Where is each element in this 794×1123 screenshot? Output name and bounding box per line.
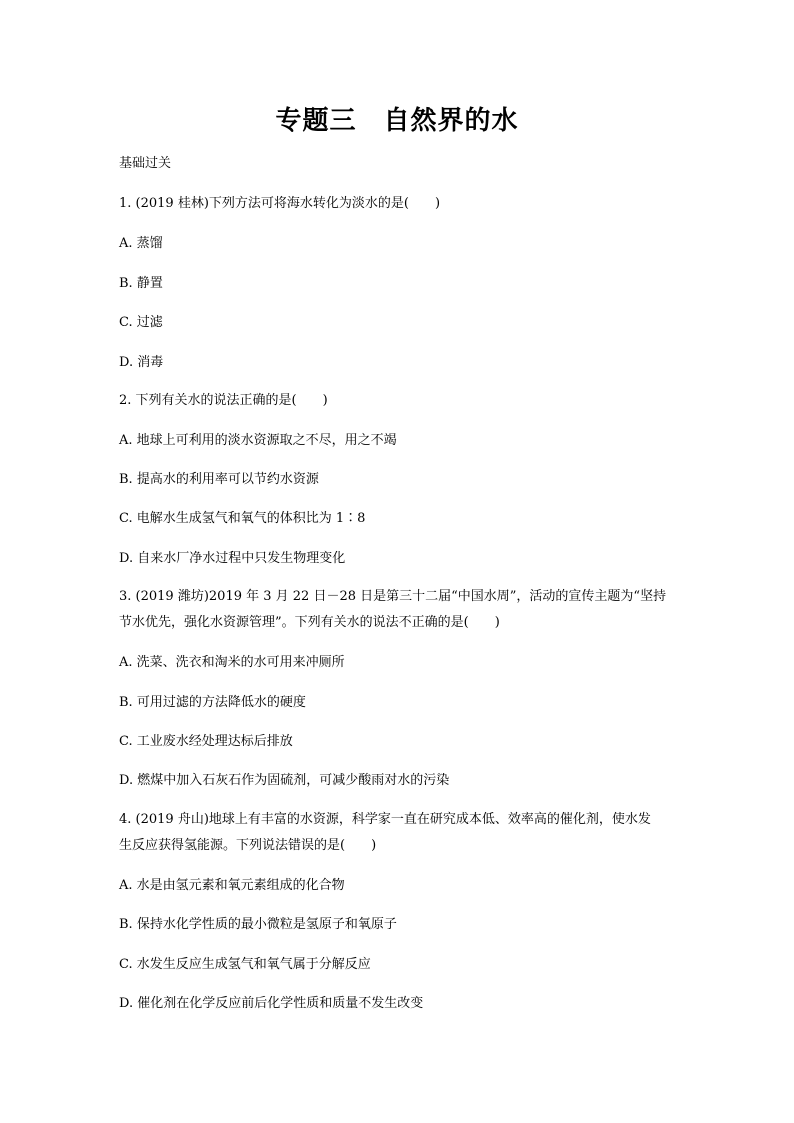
question-2-option-d: D. 自来水厂净水过程中只发生物理变化 [119, 551, 346, 566]
question-4-option-b: B. 保持水化学性质的最小微粒是氢原子和氧原子 [119, 917, 397, 932]
question-4-stem-line-1: 4. (2019 舟山)地球上有丰富的水资源，科学家一直在研究成本低、效率高的催化剂，使水发 [119, 812, 651, 827]
question-4-option-c: C. 水发生反应生成氢气和氧气属于分解反应 [119, 957, 371, 972]
question-1-stem: 1. (2019 桂林)下列方法可将海水转化为淡水的是( ) [119, 196, 441, 211]
question-1-option-a: A. 蒸馏 [119, 236, 163, 251]
question-3-option-b: B. 可用过滤的方法降低水的硬度 [119, 695, 306, 710]
question-2-option-c: C. 电解水生成氢气和氧气的体积比为 1∶8 [119, 511, 366, 526]
question-2-option-a: A. 地球上可利用的淡水资源取之不尽，用之不竭 [119, 433, 397, 448]
question-1-option-c: C. 过滤 [119, 315, 163, 330]
question-3-option-c: C. 工业废水经处理达标后排放 [119, 734, 293, 749]
question-1-option-b: B. 静置 [119, 276, 163, 291]
section-heading: 基础过关 [119, 156, 172, 171]
question-3-option-a: A. 洗菜、洗衣和淘米的水可用来冲厕所 [119, 655, 345, 670]
question-3-option-d: D. 燃煤中加入石灰石作为固硫剂，可减少酸雨对水的污染 [119, 773, 450, 788]
question-4-stem-line-2: 生反应获得氢能源。下列说法错误的是( ) [119, 838, 377, 853]
question-2-stem: 2. 下列有关水的说法正确的是( ) [119, 393, 328, 408]
question-3-stem-line-1: 3. (2019 潍坊)2019 年 3 月 22 日－28 日是第三十二届“中国水周”，活动的宣传主题为“坚持 [119, 589, 667, 604]
page-title: 专题三 自然界的水 [275, 106, 519, 136]
question-4-option-a: A. 水是由氢元素和氧元素组成的化合物 [119, 878, 345, 893]
question-3-stem-line-2: 节水优先，强化水资源管理”。下列有关水的说法不正确的是( ) [119, 615, 500, 630]
question-4-option-d: D. 催化剂在化学反应前后化学性质和质量不发生改变 [119, 996, 424, 1011]
question-2-option-b: B. 提高水的利用率可以节约水资源 [119, 472, 319, 487]
question-1-option-d: D. 消毒 [119, 355, 164, 370]
